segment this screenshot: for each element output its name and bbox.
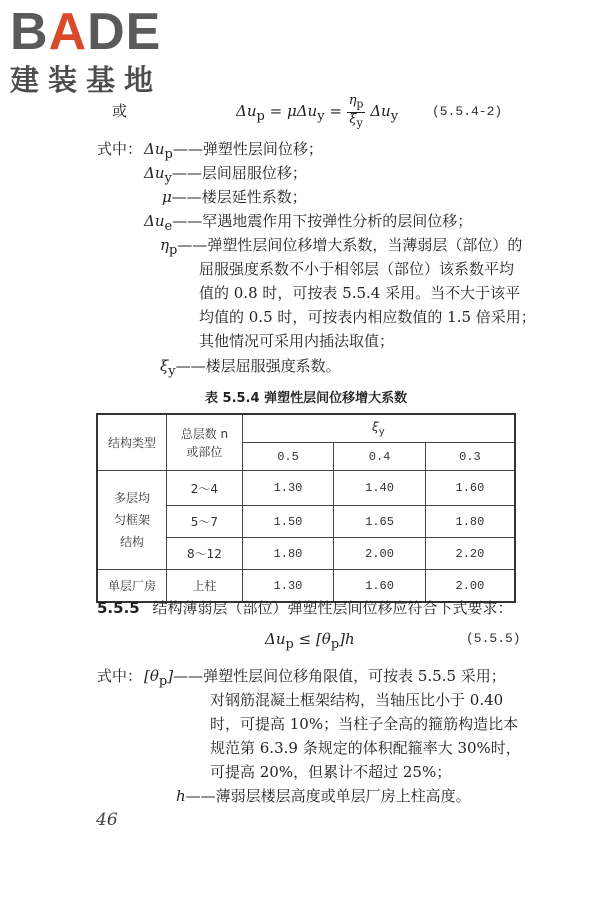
def-symbol-sub: y [164,171,172,186]
table-cell: 1.50 [242,506,334,538]
xi-value: 0.5 [242,443,334,471]
table-cell: 1.60 [334,570,426,603]
def-symbol-sub: p [169,243,178,258]
equation-5-5-4-2 [236,94,398,134]
eq-rhs-sub: y [390,109,399,125]
data-table [96,413,516,603]
definitions-intro: 式中： [97,667,143,685]
header-floors-line2: 或部位 [186,444,223,459]
def-symbol-sub: p [164,147,173,162]
group-multi-storey [97,471,167,570]
eq-middle: = μΔu [269,102,318,121]
equation-number: (5.5.4-2) [432,104,503,119]
table-row [97,471,515,506]
def-symbol: [θ [144,667,159,685]
def-continuation: 规范第 6.3.9 条规定的体积配箍率大 30%时， [210,739,521,757]
def-continuation: 对钢筋混凝土框架结构，当轴压比小于 0.40 [210,691,504,709]
def-text: ——薄弱层楼层高度或单层厂房上柱高度。 [185,787,471,805]
def-symbol: μ [162,188,172,206]
equation-number: (5.5.5) [466,631,521,646]
header-xi-sub: y [378,426,385,438]
def-symbol: Δu [144,164,165,182]
logo-letters-2: DE [87,3,162,61]
table-cell: 2.20 [425,538,515,570]
header-floors [167,414,243,471]
def-item [176,785,471,807]
table-caption: 表 5.5.4 弹塑性层间位移增大系数 [205,391,408,406]
frac-den-sub: y [356,116,363,130]
header-xi [242,414,515,443]
def-text: ——弹塑性层间位移角限值，可按表 5.5.5 采用； [173,667,506,685]
def-text: ——层间屈服位移； [171,164,307,182]
def-item [162,186,307,208]
table-cell: 1.60 [425,471,515,506]
eq-middle-sub: y [317,109,325,125]
def-continuation: 值的 0.8 时，可按表 5.5.4 采用。当不大于该平 [199,284,521,302]
def-text: ——罕遇地震作用下按弹性分析的层间位移； [172,212,473,230]
group-line: 结构 [120,535,145,549]
eq-fraction [347,94,366,130]
def-symbol-sub: p [158,674,168,689]
brand-logo-chinese: 建装基地 [10,63,163,97]
table-header-row [97,414,515,443]
table-cell: 2.00 [425,570,515,603]
logo-accent-letter: A [48,3,88,61]
def-symbol-sub: e [164,219,173,234]
eq-lhs: Δu [236,102,257,121]
header-xi-symbol: ξ [372,419,379,434]
page-number: 46 [96,810,118,830]
table-cell: 1.40 [334,471,426,506]
def-symbol: Δu [144,212,165,230]
equation-5-5-5 [265,628,355,656]
def-continuation: 时，可提高 10%；当柱子全高的箍筋构造比本 [210,715,519,733]
table-cell: 1.80 [242,538,334,570]
eq-rhs: ]h [339,630,355,648]
table-cell: 1.30 [242,471,334,506]
def-text: ——楼层延性系数； [171,188,307,206]
eq-lhs-sub: p [285,637,294,652]
section-text: 结构薄弱层（部位）弹塑性层间位移应符合下式要求： [152,599,513,617]
def-continuation: 均值的 0.5 时，可按表内相应数值的 1.5 倍采用； [199,308,536,326]
def-symbol: ξ [160,357,169,375]
header-floors-line1: 总层数 n [180,426,229,441]
definitions-intro: 式中： [97,140,143,158]
def-text: ——楼层屈服强度系数。 [175,357,341,375]
def-symbol: η [160,236,169,254]
logo-letters-1: B [10,3,49,61]
eq-lhs: Δu [265,630,286,648]
header-structure-type: 结构类型 [97,414,167,471]
table-cell: 2.00 [334,538,426,570]
def-continuation: 可提高 20%，但累计不超过 25%； [210,763,452,781]
table-cell: 1.80 [425,506,515,538]
eq-theta-sub: p [330,637,340,652]
equation-prefix: 或 [112,102,128,120]
def-text: ——弹塑性层间位移； [172,140,323,158]
group-line: 多层均 [114,491,151,505]
table-cell-floors: 2～4 [167,471,243,506]
frac-den: ξ [349,111,357,127]
eq-equals: = [329,102,342,121]
section-number: 5.5.5 [97,599,140,617]
def-symbol-close: ] [167,667,174,685]
table-cell-floors: 5～7 [167,506,243,538]
eq-relation: ≤ [θ [298,630,331,648]
def-symbol: h [176,787,186,805]
frac-num: η [348,93,357,108]
frac-num-sub: p [356,97,364,111]
table-cell: 1.30 [242,570,334,603]
table-cell: 1.65 [334,506,426,538]
eq-rhs: Δu [370,102,391,121]
xi-value: 0.4 [334,443,426,471]
xi-value: 0.3 [425,443,515,471]
table-cell-floors: 上柱 [167,570,243,603]
group-line: 匀框架 [114,513,151,527]
eq-lhs-sub: p [256,109,265,125]
table-cell-floors: 8～12 [167,538,243,570]
def-text: ——弹塑性层间位移增大系数，当薄弱层（部位）的 [177,236,523,254]
def-symbol-sub: y [168,364,176,379]
def-continuation: 其他情况可采用内插法取值； [199,332,395,350]
section-5-5-5 [97,597,513,619]
brand-logo [10,3,162,61]
table-cell-type: 单层厂房 [97,570,167,603]
def-continuation: 屈服强度系数不小于相邻层（部位）该系数平均 [199,260,515,278]
def-symbol: Δu [144,140,165,158]
def-item [160,355,341,383]
